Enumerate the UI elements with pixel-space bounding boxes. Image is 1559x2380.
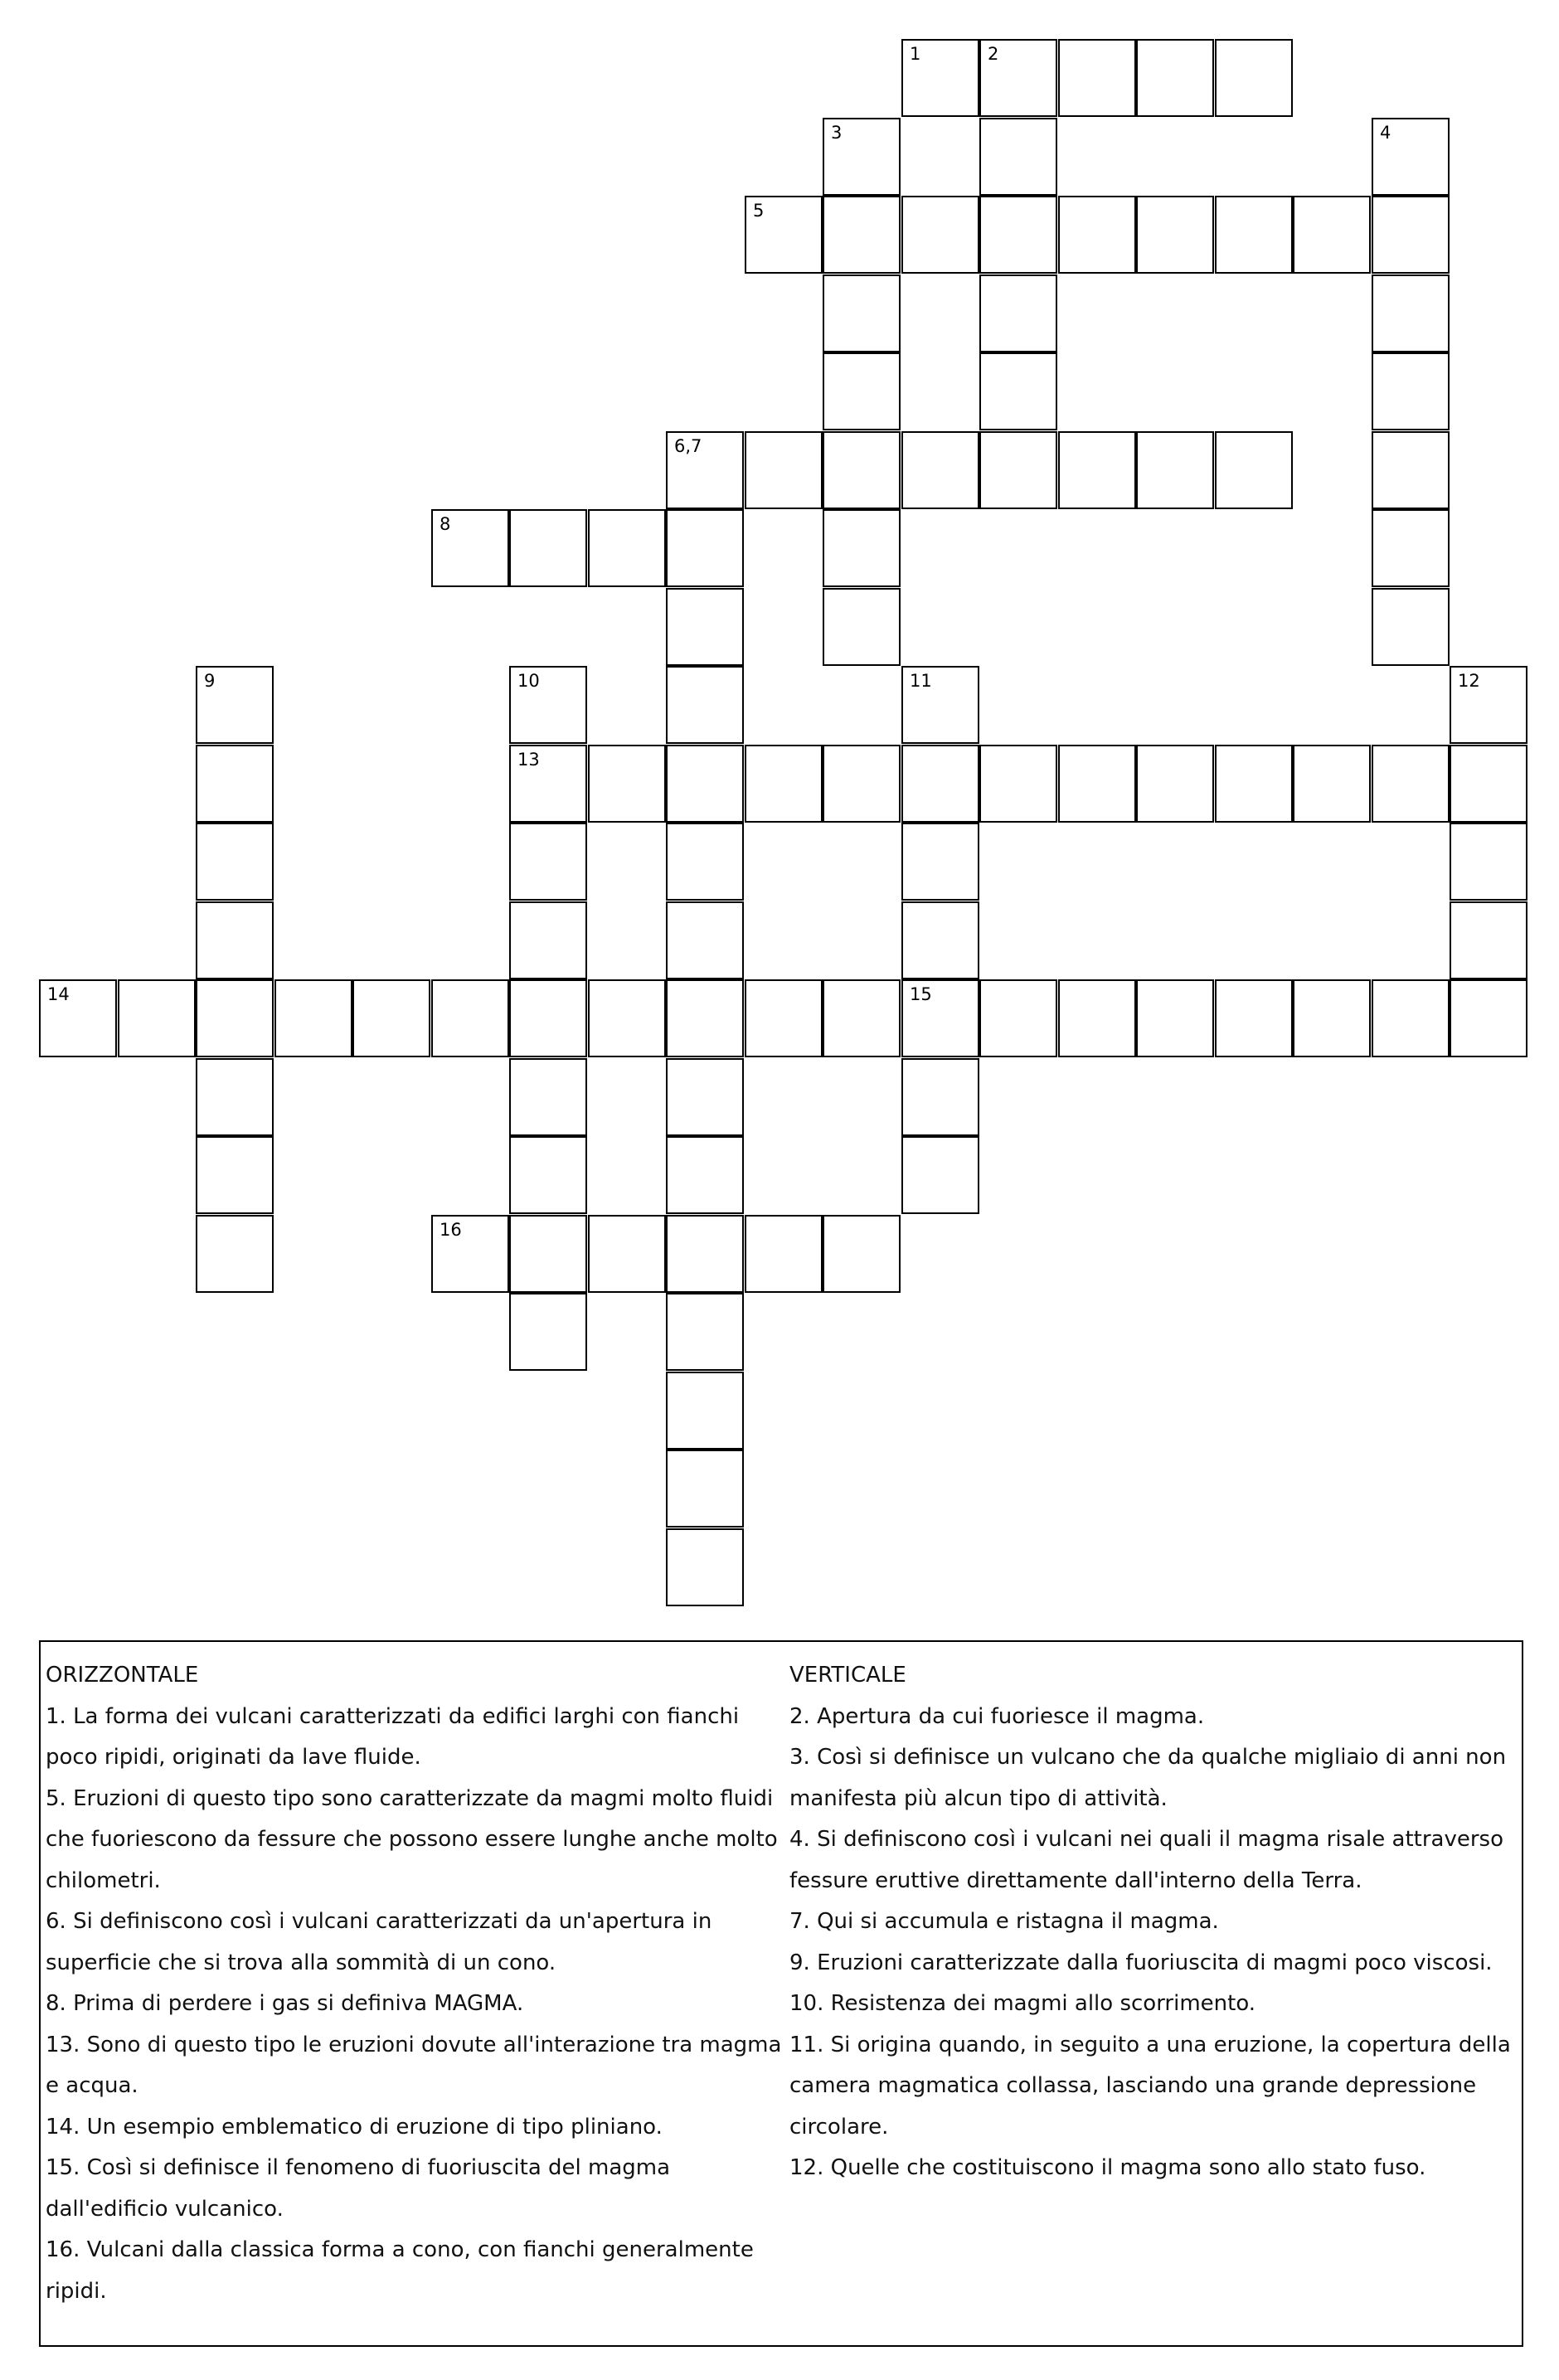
down-clue-10: 10. Resistenza dei magmi allo scorrimento. xyxy=(789,1991,1256,2016)
down-clue-11: 11. Si origina quando, in seguito a una eruzione, la copertura della camera magmatica collassa, lasciando una grande depressione circolare. xyxy=(789,2032,1511,2140)
grid-cell[interactable] xyxy=(901,39,979,117)
grid-cell[interactable] xyxy=(1450,666,1527,744)
grid-cell[interactable] xyxy=(666,745,744,823)
clue-number: 1 xyxy=(910,44,921,64)
grid-cell[interactable] xyxy=(39,979,117,1057)
grid-cell[interactable] xyxy=(666,1058,744,1136)
grid-cell[interactable] xyxy=(1372,431,1450,509)
grid-cell[interactable] xyxy=(666,1215,744,1293)
grid-cell[interactable] xyxy=(979,979,1057,1057)
grid-cell[interactable] xyxy=(979,352,1057,430)
grid-cell[interactable] xyxy=(431,979,509,1057)
grid-cell[interactable] xyxy=(509,901,587,979)
grid-cell[interactable] xyxy=(1372,352,1450,430)
down-clues xyxy=(789,1655,1519,2189)
grid-cell[interactable] xyxy=(666,431,744,509)
grid-cell[interactable] xyxy=(1293,979,1371,1057)
grid-cell[interactable] xyxy=(509,1136,587,1214)
down-title: VERTICALE xyxy=(789,1663,906,1688)
grid-cell[interactable] xyxy=(588,509,666,587)
grid-cell[interactable] xyxy=(666,901,744,979)
grid-cell[interactable] xyxy=(1136,431,1214,509)
grid-cell[interactable] xyxy=(509,1058,587,1136)
clue-number: 11 xyxy=(910,671,932,691)
grid-cell[interactable] xyxy=(274,979,352,1057)
clue-number: 5 xyxy=(753,201,765,221)
grid-cell[interactable] xyxy=(901,1058,979,1136)
grid-cell[interactable] xyxy=(588,745,666,823)
grid-cell[interactable] xyxy=(1450,823,1527,901)
grid-cell[interactable] xyxy=(901,823,979,901)
grid-cell[interactable] xyxy=(666,1372,744,1450)
clue-number: 4 xyxy=(1380,123,1391,143)
across-clue-5: 5. Eruzioni di questo tipo sono caratterizzate da magmi molto fluidi che fuoriescono da fessure che possono essere lunghe anche molto chilometri. xyxy=(46,1785,778,1893)
grid-cell[interactable] xyxy=(823,1215,901,1293)
clue-number: 14 xyxy=(47,984,70,1004)
clue-number: 3 xyxy=(831,123,843,143)
grid-cell[interactable] xyxy=(196,823,274,901)
grid-cell[interactable] xyxy=(509,509,587,587)
grid-cell[interactable] xyxy=(666,979,744,1057)
grid-cell[interactable] xyxy=(979,39,1057,117)
grid-cell[interactable] xyxy=(666,666,744,744)
grid-cell[interactable] xyxy=(823,431,901,509)
grid-cell[interactable] xyxy=(901,431,979,509)
grid-cell[interactable] xyxy=(431,1215,509,1293)
down-clue-4: 4. Si definiscono così i vulcani nei quali il magma risale attraverso fessure eruttive direttamente dall'interno della Terra. xyxy=(789,1827,1503,1893)
grid-cell[interactable] xyxy=(1058,745,1136,823)
grid-cell[interactable] xyxy=(1136,196,1214,274)
across-clue-1: 1. La forma dei vulcani caratterizzati da edifici larghi con fianchi poco ripidi, originati da lave fluide. xyxy=(46,1703,740,1770)
grid-cell[interactable] xyxy=(979,196,1057,274)
grid-cell[interactable] xyxy=(1372,509,1450,587)
grid-cell[interactable] xyxy=(901,901,979,979)
grid-cell[interactable] xyxy=(196,1215,274,1293)
clue-number: 13 xyxy=(517,750,540,770)
across-clue-14: 14. Un esempio emblematico di eruzione di tipo pliniano. xyxy=(46,2114,663,2140)
down-clue-3: 3. Così si definisce un vulcano che da qualche migliaio di anni non manifesta più alcun tipo di attività. xyxy=(789,1745,1507,1811)
grid-cell[interactable] xyxy=(196,901,274,979)
grid-cell[interactable] xyxy=(979,745,1057,823)
grid-cell[interactable] xyxy=(666,1528,744,1606)
grid-cell[interactable] xyxy=(1372,745,1450,823)
across-clue-15: 15. Così si definisce il fenomeno di fuoriuscita del magma dall'edificio vulcanico. xyxy=(46,2155,671,2222)
grid-cell[interactable] xyxy=(1215,431,1293,509)
grid-cell[interactable] xyxy=(823,509,901,587)
grid-cell[interactable] xyxy=(1215,979,1293,1057)
grid-cell[interactable] xyxy=(1136,745,1214,823)
down-clue-7: 7. Qui si accumula e ristagna il magma. xyxy=(789,1909,1219,1934)
grid-cell[interactable] xyxy=(509,666,587,744)
grid-cell[interactable] xyxy=(823,745,901,823)
grid-cell[interactable] xyxy=(352,979,430,1057)
clue-number: 12 xyxy=(1458,671,1480,691)
grid-cell[interactable] xyxy=(509,1293,587,1371)
grid-cell[interactable] xyxy=(1058,979,1136,1057)
clue-number: 10 xyxy=(517,671,540,691)
grid-cell[interactable] xyxy=(118,979,196,1057)
across-clue-6: 6. Si definiscono così i vulcani caratterizzati da un'apertura in superficie che si trova alla sommità di un cono. xyxy=(46,1909,712,1975)
grid-cell[interactable] xyxy=(509,823,587,901)
grid-cell[interactable] xyxy=(196,745,274,823)
clues-box xyxy=(39,1640,1523,2347)
grid-cell[interactable] xyxy=(745,431,823,509)
grid-cell[interactable] xyxy=(745,196,823,274)
grid-cell[interactable] xyxy=(745,979,823,1057)
grid-cell[interactable] xyxy=(1136,979,1214,1057)
across-clue-16: 16. Vulcani dalla classica forma a cono, con fianchi generalmente ripidi. xyxy=(46,2237,754,2304)
grid-cell[interactable] xyxy=(196,979,274,1057)
grid-cell[interactable] xyxy=(666,588,744,666)
clue-number: 16 xyxy=(440,1220,462,1240)
grid-cell[interactable] xyxy=(823,118,901,196)
grid-cell[interactable] xyxy=(1372,196,1450,274)
grid-cell[interactable] xyxy=(1450,901,1527,979)
grid-cell[interactable] xyxy=(901,1136,979,1214)
grid-cell[interactable] xyxy=(1293,745,1371,823)
grid-cell[interactable] xyxy=(823,274,901,352)
grid-cell[interactable] xyxy=(1372,118,1450,196)
grid-cell[interactable] xyxy=(666,509,744,587)
across-title: ORIZZONTALE xyxy=(46,1663,199,1688)
grid-cell[interactable] xyxy=(196,1136,274,1214)
across-clue-8: 8. Prima di perdere i gas si definiva MAGMA. xyxy=(46,1991,524,2016)
grid-cell[interactable] xyxy=(901,979,979,1057)
grid-cell[interactable] xyxy=(901,666,979,744)
grid-cell[interactable] xyxy=(745,745,823,823)
across-clue-13: 13. Sono di questo tipo le eruzioni dovute all'interazione tra magma e acqua. xyxy=(46,2032,782,2098)
down-clue-12: 12. Quelle che costituiscono il magma sono allo stato fuso. xyxy=(789,2155,1426,2180)
grid-cell[interactable] xyxy=(823,352,901,430)
clue-number: 8 xyxy=(440,514,451,534)
grid-cell[interactable] xyxy=(666,1293,744,1371)
grid-cell[interactable] xyxy=(979,431,1057,509)
grid-cell[interactable] xyxy=(666,1450,744,1528)
grid-cell[interactable] xyxy=(979,274,1057,352)
grid-cell[interactable] xyxy=(1293,196,1371,274)
grid-cell[interactable] xyxy=(823,196,901,274)
grid-cell[interactable] xyxy=(509,1215,587,1293)
grid-cell[interactable] xyxy=(745,1215,823,1293)
grid-cell[interactable] xyxy=(1372,274,1450,352)
grid-cell[interactable] xyxy=(1215,196,1293,274)
across-clues xyxy=(46,1655,792,2312)
grid-cell[interactable] xyxy=(1450,745,1527,823)
grid-cell[interactable] xyxy=(1215,745,1293,823)
grid-cell[interactable] xyxy=(666,823,744,901)
grid-cell[interactable] xyxy=(196,1058,274,1136)
grid-cell[interactable] xyxy=(823,588,901,666)
grid-cell[interactable] xyxy=(588,1215,666,1293)
grid-cell[interactable] xyxy=(1136,39,1214,117)
down-clue-2: 2. Apertura da cui fuoriesce il magma. xyxy=(789,1703,1205,1729)
grid-cell[interactable] xyxy=(1058,431,1136,509)
clue-number: 2 xyxy=(988,44,999,64)
grid-cell[interactable] xyxy=(509,979,587,1057)
grid-cell[interactable] xyxy=(431,509,509,587)
grid-cell[interactable] xyxy=(1215,39,1293,117)
grid-cell[interactable] xyxy=(1372,588,1450,666)
clue-number: 6,7 xyxy=(674,436,702,456)
down-clue-9: 9. Eruzioni caratterizzate dalla fuoriuscita di magmi poco viscosi. xyxy=(789,1950,1493,1975)
grid-cell[interactable] xyxy=(509,745,587,823)
grid-cell[interactable] xyxy=(196,666,274,744)
clue-number: 9 xyxy=(204,671,216,691)
grid-cell[interactable] xyxy=(823,979,901,1057)
grid-cell[interactable] xyxy=(1058,39,1136,117)
grid-cell[interactable] xyxy=(901,745,979,823)
grid-cell[interactable] xyxy=(588,979,666,1057)
grid-cell[interactable] xyxy=(1058,196,1136,274)
grid-cell[interactable] xyxy=(901,196,979,274)
grid-cell[interactable] xyxy=(1450,979,1527,1057)
grid-cell[interactable] xyxy=(666,1136,744,1214)
grid-cell[interactable] xyxy=(1372,979,1450,1057)
clue-number: 15 xyxy=(910,984,932,1004)
grid-cell[interactable] xyxy=(979,118,1057,196)
